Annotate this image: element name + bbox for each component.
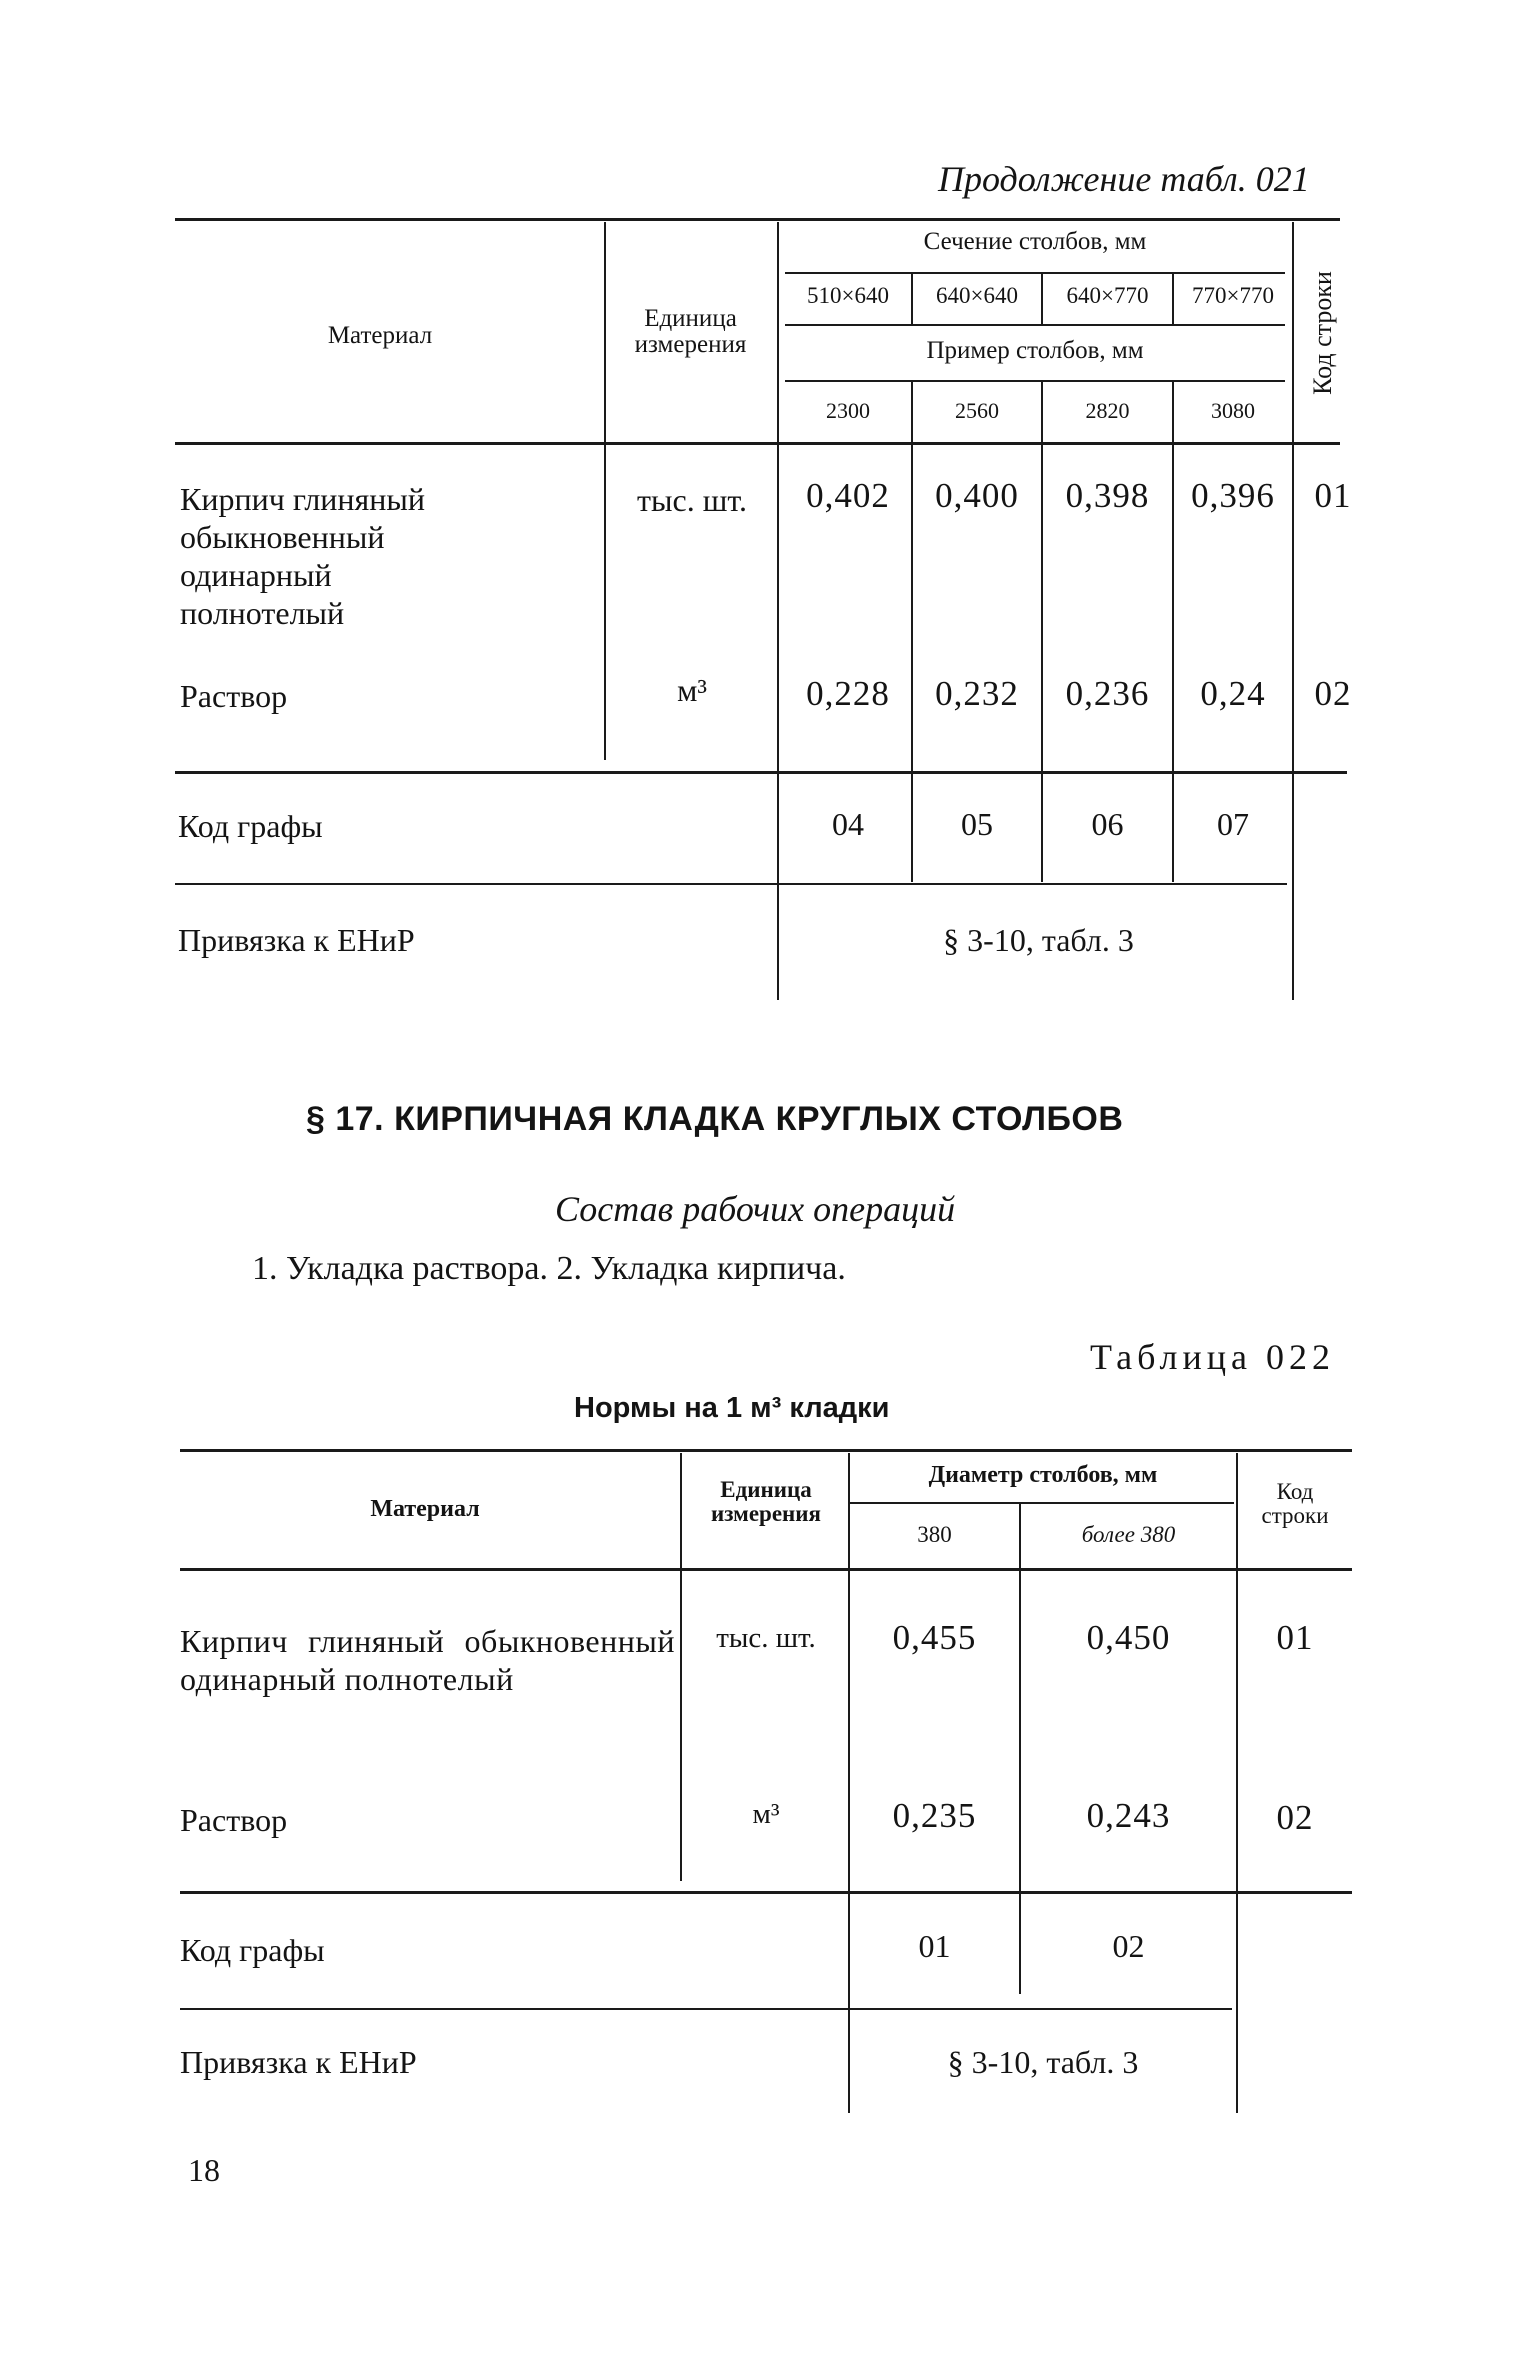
table-021-row-2-code: 02: [1314, 674, 1352, 713]
table-021-header-row-code: Код строки: [1308, 271, 1337, 395]
table-021-example-3: 2820: [1085, 398, 1130, 423]
table-021-size-4: 770×770: [1192, 283, 1274, 308]
table-021-example-1: 2300: [826, 398, 870, 423]
operations-title: Состав рабочих операций: [555, 1189, 956, 1229]
table-021-size-3: 640×770: [1066, 283, 1149, 308]
table-021-row-2-value-3: 0,236: [1065, 674, 1150, 713]
table-022-row-1-code: 01: [1276, 1618, 1314, 1657]
table-022-row-1-unit: тыс. шт.: [716, 1622, 816, 1654]
table-022-number: Таблица 022: [1090, 1337, 1335, 1377]
table-021-row-1-value-1: 0,402: [806, 476, 890, 515]
operations-text: 1. Укладка раствора. 2. Укладка кирпича.: [252, 1250, 846, 1287]
table-021-ref-value: § 3-10, табл. 3: [943, 922, 1134, 958]
table-021-header-unit: Единица измерения: [634, 305, 747, 358]
table-021-size-2: 640×640: [936, 283, 1018, 308]
table-021-ref-label: Привязка к ЕНиР: [178, 922, 415, 958]
table-022-row-2-value-1: 0,235: [892, 1796, 977, 1835]
table-021-row-1-value-4: 0,396: [1191, 476, 1275, 515]
table-021-row-1-code: 01: [1314, 476, 1352, 515]
table-022-col-code-2: 02: [1112, 1928, 1145, 1964]
table-021-col-code-label: Код графы: [178, 808, 323, 844]
table-021-row-2-material: Раствор: [180, 678, 288, 714]
table-022-diameter-2: более 380: [1081, 1522, 1176, 1547]
table-021-row-1-unit: тыс. шт.: [637, 482, 747, 518]
table-022-row-2-value-2: 0,243: [1086, 1796, 1171, 1835]
table-021-row-2-value-2: 0,232: [935, 674, 1019, 713]
table-022-row-2-code: 02: [1276, 1798, 1314, 1837]
table-021-row-1-value-3: 0,398: [1065, 476, 1150, 515]
table-022-ref-value: § 3-10, табл. 3: [947, 2044, 1139, 2080]
table-022-header-diameter: Диаметр столбов, мм: [928, 1462, 1158, 1488]
table-021-header-section: Сечение столбов, мм: [923, 228, 1147, 255]
table-021-row-2-value-1: 0,228: [806, 674, 890, 713]
table-022-row-2-material: Раствор: [180, 1802, 288, 1838]
table-022-row-2-unit: м³: [752, 1798, 780, 1830]
table-021-example-4: 3080: [1211, 398, 1255, 423]
table-021-row-2-unit: м³: [677, 672, 707, 708]
table-022-col-code-1: 01: [918, 1928, 951, 1964]
continuation-caption: Продолжение табл. 021: [938, 159, 1310, 199]
table-021-example-2: 2560: [955, 398, 999, 423]
table-021-col-code-4: 07: [1217, 806, 1249, 842]
table-021-size-1: 510×640: [807, 283, 889, 308]
table-021-col-code-3: 06: [1091, 806, 1124, 842]
table-022-col-code-label: Код графы: [180, 1932, 325, 1968]
table-021-col-code-1: 04: [832, 806, 864, 842]
table-022-row-1-value-2: 0,450: [1086, 1618, 1171, 1657]
table-022-header-row-code: Код строки: [1261, 1479, 1329, 1528]
table-021-row-1-material: Кирпич глиняный обыкновенный одинарный полнотелый: [180, 481, 425, 631]
table-022-header-unit: Единица измерения: [711, 1477, 821, 1526]
table-021-col-code-2: 05: [961, 806, 993, 842]
table-021-header-material: Материал: [327, 322, 433, 349]
table-021-row-2-value-4: 0,24: [1200, 674, 1266, 713]
table-022-header-material: Материал: [370, 1496, 480, 1522]
table-022-row-1-material: Кирпич глиняный обыкновенный одинарный полнотелый: [180, 1623, 675, 1697]
table-022-ref-label: Привязка к ЕНиР: [180, 2044, 417, 2080]
table-021-row-1-value-2: 0,400: [935, 476, 1019, 515]
table-022-row-1-value-1: 0,455: [892, 1618, 977, 1657]
page-number: 18: [188, 2152, 220, 2188]
table-022-diameter-1: 380: [917, 1522, 952, 1547]
table-022-caption: Нормы на 1 м³ кладки: [574, 1392, 890, 1424]
table-021-header-example: Пример столбов, мм: [926, 337, 1144, 364]
section-title: § 17. КИРПИЧНАЯ КЛАДКА КРУГЛЫХ СТОЛБОВ: [306, 1100, 1124, 1138]
